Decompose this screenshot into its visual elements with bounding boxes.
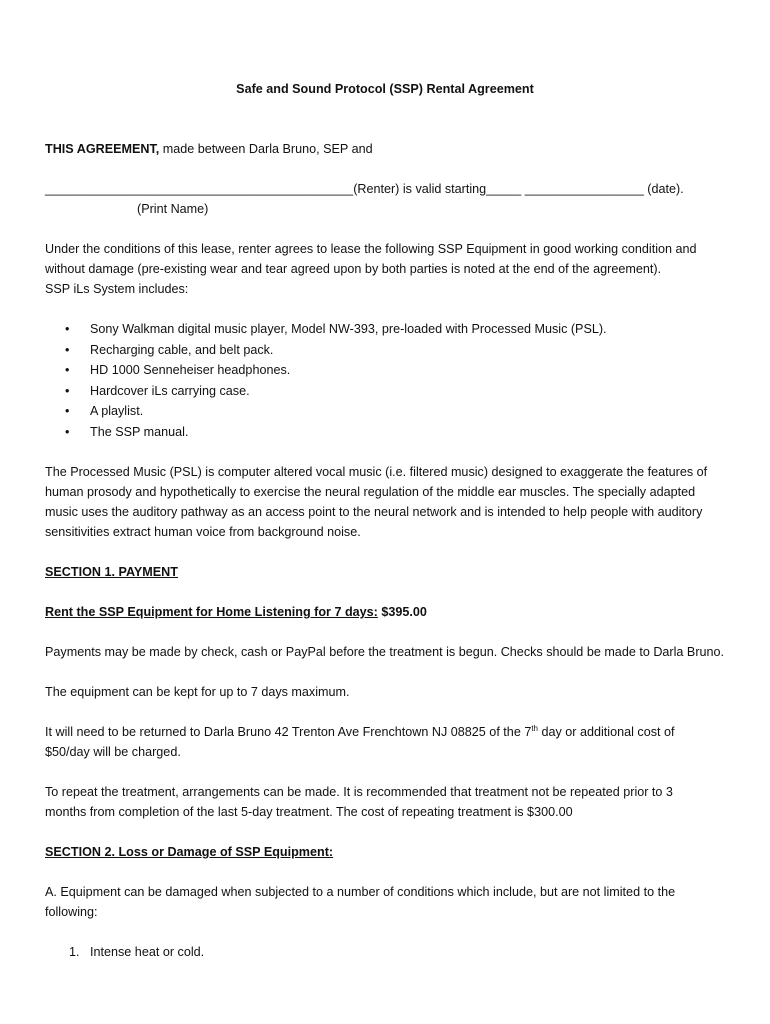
bullet-icon: • <box>65 383 70 398</box>
equipment-item: • Hardcover iLs carrying case. <box>45 381 730 402</box>
damage-conditions-intro: A. Equipment can be damaged when subjected to a number of conditions which include, but are not limited to the following: <box>45 885 676 919</box>
renter-line <box>45 179 730 199</box>
bullet-icon: • <box>65 342 70 357</box>
bullet-icon: • <box>65 363 70 378</box>
rent-label: Rent the SSP Equipment for Home Listening for 7 days: <box>45 605 378 619</box>
date-blank[interactable]: _________________ <box>524 182 644 196</box>
lease-line: without damage (pre-existing wear and tear agreed upon by both parties is noted at the end of the agreement). <box>45 262 662 276</box>
section1-heading: SECTION 1. PAYMENT <box>45 565 178 579</box>
return-terms: It will need to be returned to Darla Bruno 42 Trenton Ave Frenchtown NJ 08825 of the 7th day or additional cost of $50/day will be charged. <box>45 723 675 759</box>
repeat-treatment: To repeat the treatment, arrangements can be made. It is recommended that treatment not be repeated prior to 3 months from completion of the last 5-day treatment. The cost of repeating treatment is $300.00 <box>45 785 673 819</box>
psl-description: The Processed Music (PSL) is computer altered vocal music (i.e. filtered music) designed to exaggerate the features of human prosody and hypothetically to exercise the neural regulation of the middle ear muscles. The specially adapted music uses the auditory pathway as an access point to the neural network and is intended to help people with auditory sensitivities extract human voice from background noise. <box>45 465 708 539</box>
condition-item: 1. Intense heat or cold. <box>69 945 205 959</box>
equipment-item: • The SSP manual. <box>45 422 730 443</box>
lease-conditions <box>45 239 730 299</box>
equipment-list <box>45 319 730 443</box>
section2-heading: SECTION 2. Loss or Damage of SSP Equipment: <box>45 845 334 859</box>
renter-name-blank[interactable]: ____________________________________________ <box>45 182 354 196</box>
system-includes-label: SSP iLs System includes: <box>45 282 189 296</box>
bullet-icon: • <box>65 322 70 336</box>
bullet-icon: • <box>65 424 70 439</box>
renter-label: (Renter) is valid starting <box>353 182 487 196</box>
lease-line: Under the conditions of this lease, renter agrees to lease the following SSP Equipment in good working condition and <box>45 242 697 256</box>
payment-methods: Payments may be made by check, cash or PayPal before the treatment is begun. Checks should be made to Darla Bruno. <box>45 645 725 659</box>
equipment-item: • A playlist. <box>45 401 730 422</box>
agreement-parties: made between Darla Bruno, SEP and <box>159 142 373 156</box>
date-label: (date). <box>647 182 684 196</box>
agreement-intro <box>45 139 730 159</box>
print-name-label: (Print Name) <box>137 202 209 216</box>
start-blank[interactable]: _____ <box>486 182 522 196</box>
rent-price: $395.00 <box>381 605 427 619</box>
rent-price-line <box>45 602 730 622</box>
equipment-item: • Recharging cable, and belt pack. <box>45 340 730 361</box>
damage-conditions-list <box>45 942 730 962</box>
keep-duration: The equipment can be kept for up to 7 days maximum. <box>45 685 350 699</box>
equipment-item: • HD 1000 Senneheiser headphones. <box>45 360 730 381</box>
bullet-icon: • <box>65 404 70 419</box>
equipment-item: • Sony Walkman digital music player, Model NW-393, pre-loaded with Processed Music (PSL). <box>45 319 730 340</box>
document-title: Safe and Sound Protocol (SSP) Rental Agreement <box>236 82 534 96</box>
agreement-lead: THIS AGREEMENT, <box>45 142 160 156</box>
